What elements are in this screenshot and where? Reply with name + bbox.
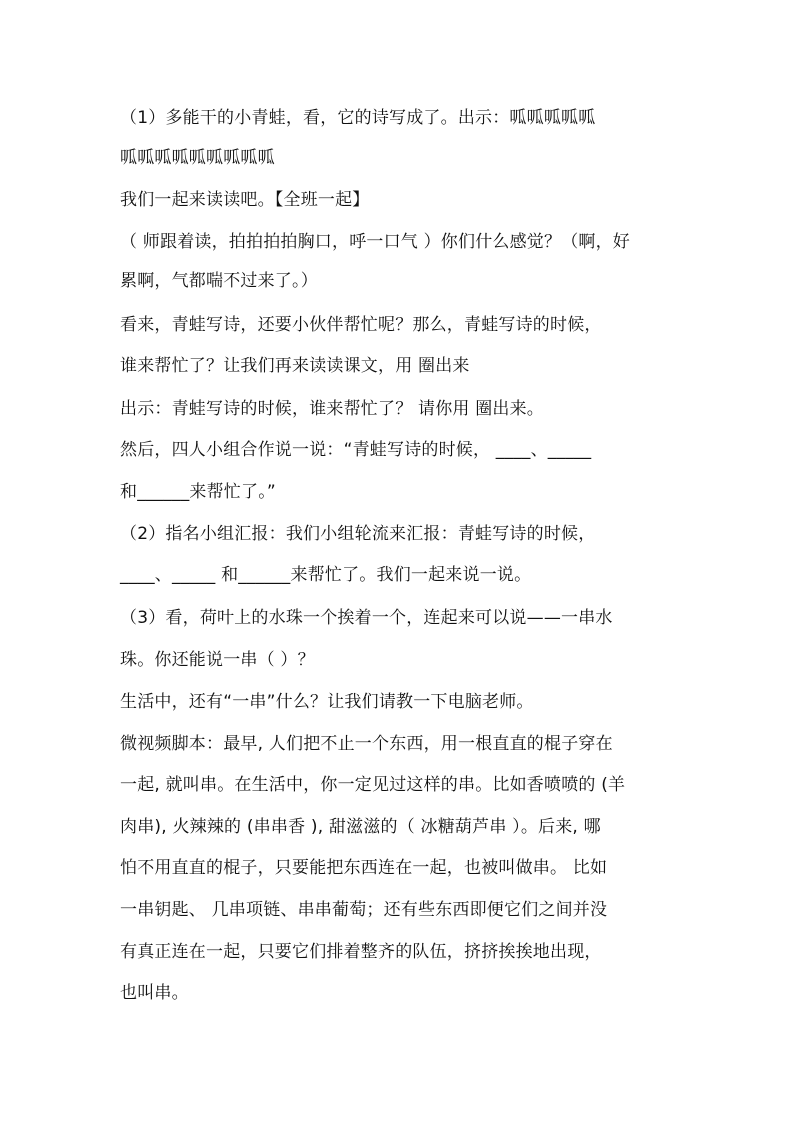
paragraph-line: （2）指名小组汇报：我们小组轮流来汇报：青蛙写诗的时候， bbox=[120, 524, 596, 544]
paragraph-line: 和______来帮忙了。” bbox=[120, 482, 276, 502]
paragraph-line: 谁来帮忙了？让我们再来读读课文，用 圈出来 bbox=[120, 356, 470, 376]
paragraph-line: 我们一起来读读吧。【全班一起】 bbox=[120, 190, 370, 210]
paragraph-line: 出示：青蛙写诗的时候，谁来帮忙了？ 请你用 圈出来。 bbox=[120, 399, 545, 419]
paragraph-line: （1）多能干的小青蛙，看，它的诗写成了。出示：呱呱呱呱呱 bbox=[120, 108, 596, 128]
paragraph-line: （ 师跟着读，拍拍拍拍胸口，呼一口气 ）你们什么感觉？（啊，好 bbox=[120, 232, 631, 252]
paragraph-line: 珠。你还能说一串（ ）？ bbox=[120, 650, 315, 670]
paragraph-line: （3）看，荷叶上的水珠一个挨着一个，连起来可以说——一串水 bbox=[120, 608, 613, 628]
paragraph-line: 然后，四人小组合作说一说：“青蛙写诗的时候， ____、_____ bbox=[120, 440, 592, 460]
paragraph-line: 微视频脚本：最早, 人们把不止一个东西，用一根直直的棍子穿在 bbox=[120, 734, 613, 754]
paragraph-line: 肉串), 火辣辣的 (串串香 ), 甜滋滋的（ 冰糖葫芦串 ）。后来, 哪 bbox=[120, 817, 601, 837]
paragraph-line: 也叫串。 bbox=[120, 983, 189, 1003]
paragraph-line: 呱呱呱呱呱呱呱呱呱 bbox=[120, 148, 275, 168]
paragraph-line: 累啊，气都喘不过来了。） bbox=[120, 271, 318, 291]
paragraph-line: ____、_____ 和______来帮忙了。我们一起来说一说。 bbox=[120, 565, 532, 585]
paragraph-line: 一起, 就叫串。在生活中，你一定见过这样的串。比如香喷喷的 (羊 bbox=[120, 775, 626, 795]
paragraph-line: 生活中，还有“一串”什么？让我们请教一下电脑老师。 bbox=[120, 692, 534, 712]
paragraph-line: 怕不用直直的棍子，只要能把东西连在一起，也被叫做串。 比如 bbox=[120, 858, 608, 878]
paragraph-line: 一串钥匙、 几串项链、串串葡萄；还有些东西即便它们之间并没 bbox=[120, 900, 608, 920]
paragraph-line: 有真正连在一起，只要它们排着整齐的队伍，挤挤挨挨地出现， bbox=[120, 942, 602, 962]
paragraph-line: 看来，青蛙写诗，还要小伙伴帮忙呢？那么，青蛙写诗的时候， bbox=[120, 315, 602, 335]
